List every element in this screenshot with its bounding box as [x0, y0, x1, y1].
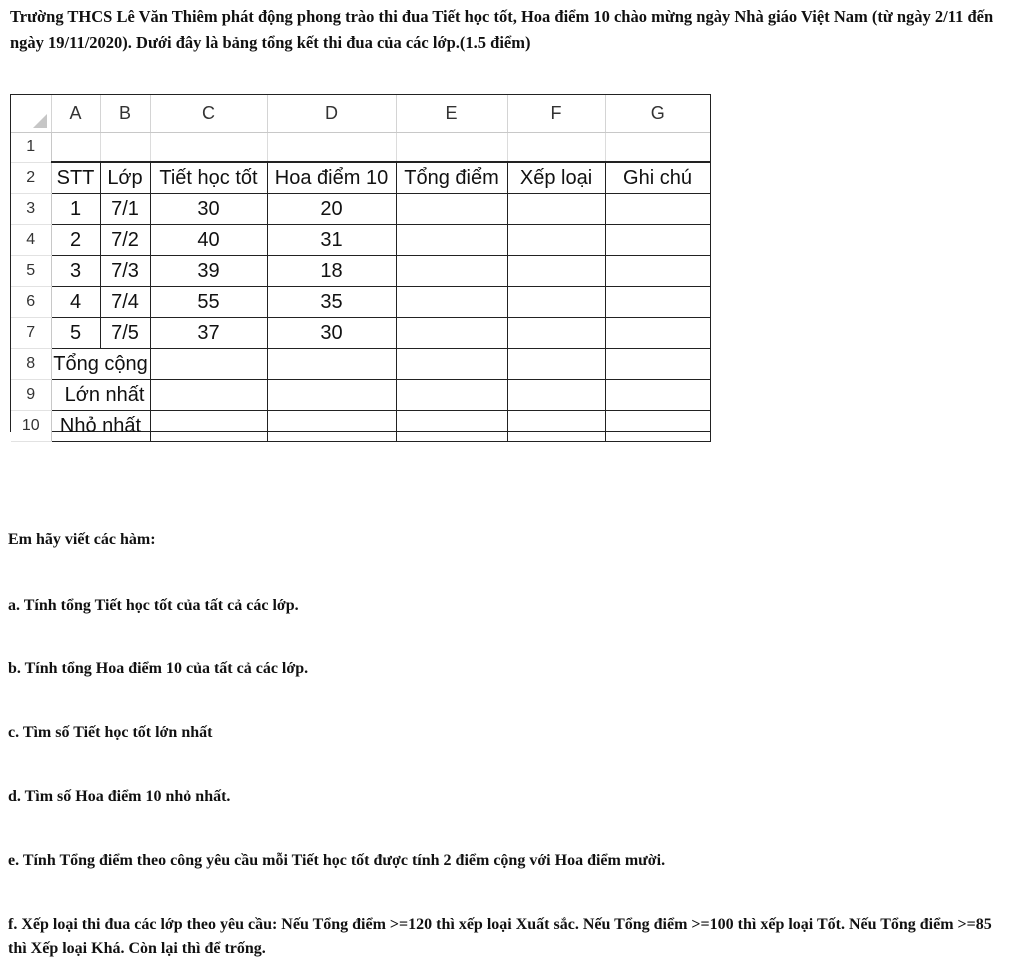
row-header-10[interactable]: 10 — [11, 411, 51, 442]
row-header-7[interactable]: 7 — [11, 318, 51, 349]
column-header-g[interactable]: G — [605, 95, 710, 133]
row-header-8[interactable]: 8 — [11, 349, 51, 380]
cell-ghi-chu[interactable] — [605, 256, 710, 287]
cell-e1[interactable] — [396, 133, 507, 163]
column-header-f[interactable]: F — [507, 95, 605, 133]
cell-hoa-diem-10[interactable]: 30 — [267, 318, 396, 349]
cell-f1[interactable] — [507, 133, 605, 163]
cell-lon-nhat-label[interactable]: Lớn nhất — [51, 380, 150, 411]
cell-tong-diem[interactable] — [396, 256, 507, 287]
cell-lon-nhat-xep-loai[interactable] — [507, 380, 605, 411]
cell-nho-nhat-xep-loai[interactable] — [507, 411, 605, 442]
cell-tong-cong-tong-diem[interactable] — [396, 349, 507, 380]
cell-xep-loai[interactable] — [507, 287, 605, 318]
cell-stt[interactable]: 5 — [51, 318, 100, 349]
spreadsheet-table — [10, 94, 711, 437]
question-e: e. Tính Tổng điểm theo công yêu cầu mỗi Tiết học tốt được tính 2 điểm cộng với Hoa điểm mười. — [8, 852, 666, 869]
cell-ghi-chu[interactable] — [605, 318, 710, 349]
header-cell-xep-loai[interactable]: Xếp loại — [507, 162, 605, 194]
question-c: c. Tìm số Tiết học tốt lớn nhất — [8, 724, 213, 741]
cell-d1[interactable] — [267, 133, 396, 163]
header-cell-hoa-diem-10[interactable]: Hoa điểm 10 — [267, 162, 396, 194]
header-cell-tong-diem[interactable]: Tổng điểm — [396, 162, 507, 194]
cell-tiet-hoc-tot[interactable]: 30 — [150, 194, 267, 225]
cell-tong-cong-label[interactable]: Tổng cộng — [51, 349, 150, 380]
column-header-e[interactable]: E — [396, 95, 507, 133]
cell-b1[interactable] — [100, 133, 150, 163]
cell-tiet-hoc-tot[interactable]: 37 — [150, 318, 267, 349]
question-d: d. Tìm số Hoa điểm 10 nhỏ nhất. — [8, 788, 231, 805]
header-cell-lop[interactable]: Lớp — [100, 162, 150, 194]
header-cell-tiet-hoc-tot[interactable]: Tiết học tốt — [150, 162, 267, 194]
cell-stt[interactable]: 4 — [51, 287, 100, 318]
row-header-2[interactable]: 2 — [11, 162, 51, 194]
column-header-c[interactable]: C — [150, 95, 267, 133]
cell-hoa-diem-10[interactable]: 35 — [267, 287, 396, 318]
cell-ghi-chu[interactable] — [605, 287, 710, 318]
cell-tong-cong-tiet-hoc-tot[interactable] — [150, 349, 267, 380]
cell-lop[interactable]: 7/2 — [100, 225, 150, 256]
cell-a1[interactable] — [51, 133, 100, 163]
row-header-4[interactable]: 4 — [11, 225, 51, 256]
cell-tong-cong-ghi-chu[interactable] — [605, 349, 710, 380]
cell-lon-nhat-ghi-chu[interactable] — [605, 380, 710, 411]
column-header-d[interactable]: D — [267, 95, 396, 133]
cell-tong-diem[interactable] — [396, 318, 507, 349]
cell-stt[interactable]: 2 — [51, 225, 100, 256]
row-header-5[interactable]: 5 — [11, 256, 51, 287]
cell-nho-nhat-tong-diem[interactable] — [396, 411, 507, 442]
cell-nho-nhat-ghi-chu[interactable] — [605, 411, 710, 442]
cell-ghi-chu[interactable] — [605, 225, 710, 256]
cell-tiet-hoc-tot[interactable]: 39 — [150, 256, 267, 287]
cell-lop[interactable]: 7/1 — [100, 194, 150, 225]
cell-lop[interactable]: 7/4 — [100, 287, 150, 318]
column-header-a[interactable]: A — [51, 95, 100, 133]
cell-hoa-diem-10[interactable]: 31 — [267, 225, 396, 256]
cell-tiet-hoc-tot[interactable]: 55 — [150, 287, 267, 318]
cell-lon-nhat-hoa-diem-10[interactable] — [267, 380, 396, 411]
cell-ghi-chu[interactable] — [605, 194, 710, 225]
cell-xep-loai[interactable] — [507, 194, 605, 225]
cell-xep-loai[interactable] — [507, 318, 605, 349]
cell-lop[interactable]: 7/5 — [100, 318, 150, 349]
cell-tong-cong-hoa-diem-10[interactable] — [267, 349, 396, 380]
cell-nho-nhat-tiet-hoc-tot[interactable] — [150, 411, 267, 442]
cell-stt[interactable]: 1 — [51, 194, 100, 225]
header-cell-ghi-chu[interactable]: Ghi chú — [605, 162, 710, 194]
questions-intro: Em hãy viết các hàm: — [8, 531, 156, 548]
cell-tong-cong-xep-loai[interactable] — [507, 349, 605, 380]
cell-c1[interactable] — [150, 133, 267, 163]
question-f: f. Xếp loại thi đua các lớp theo yêu cầu: Nếu Tổng điểm >=120 thì xếp loại Xuất sắc. Nếu Tổng điểm >=100 thì xếp loại Tốt. Nếu Tổng điểm >=85 thì Xếp loại Khá. Còn lại thì để trống. — [8, 916, 992, 957]
row-header-9[interactable]: 9 — [11, 380, 51, 411]
question-b: b. Tính tổng Hoa điểm 10 của tất cả các lớp. — [8, 660, 309, 677]
cell-tiet-hoc-tot[interactable]: 40 — [150, 225, 267, 256]
row-header-3[interactable]: 3 — [11, 194, 51, 225]
cell-lop[interactable]: 7/3 — [100, 256, 150, 287]
cell-hoa-diem-10[interactable]: 20 — [267, 194, 396, 225]
cell-hoa-diem-10[interactable]: 18 — [267, 256, 396, 287]
cell-lon-nhat-tiet-hoc-tot[interactable] — [150, 380, 267, 411]
cell-nho-nhat-hoa-diem-10[interactable] — [267, 411, 396, 442]
cell-xep-loai[interactable] — [507, 256, 605, 287]
cell-g1[interactable] — [605, 133, 710, 163]
cell-xep-loai[interactable] — [507, 225, 605, 256]
header-cell-stt[interactable]: STT — [51, 162, 100, 194]
cell-tong-diem[interactable] — [396, 287, 507, 318]
question-a: a. Tính tổng Tiết học tốt của tất cả các lớp. — [8, 597, 299, 614]
select-all-corner[interactable] — [11, 95, 51, 133]
row-header-6[interactable]: 6 — [11, 287, 51, 318]
row-header-1[interactable]: 1 — [11, 133, 51, 163]
cell-stt[interactable]: 3 — [51, 256, 100, 287]
column-header-b[interactable]: B — [100, 95, 150, 133]
intro-paragraph: Trường THCS Lê Văn Thiêm phát động phong trào thi đua Tiết học tốt, Hoa điểm 10 chào mừng ngày Nhà giáo Việt Nam (từ ngày 2/11 đến ngày 19/11/2020). Dưới đây là bảng tổng kết thi đua của các lớp.(1.5 điểm) — [10, 7, 994, 52]
cell-tong-diem[interactable] — [396, 225, 507, 256]
cell-lon-nhat-tong-diem[interactable] — [396, 380, 507, 411]
cell-nho-nhat-label[interactable]: Nhỏ nhất — [51, 411, 150, 442]
cell-tong-diem[interactable] — [396, 194, 507, 225]
